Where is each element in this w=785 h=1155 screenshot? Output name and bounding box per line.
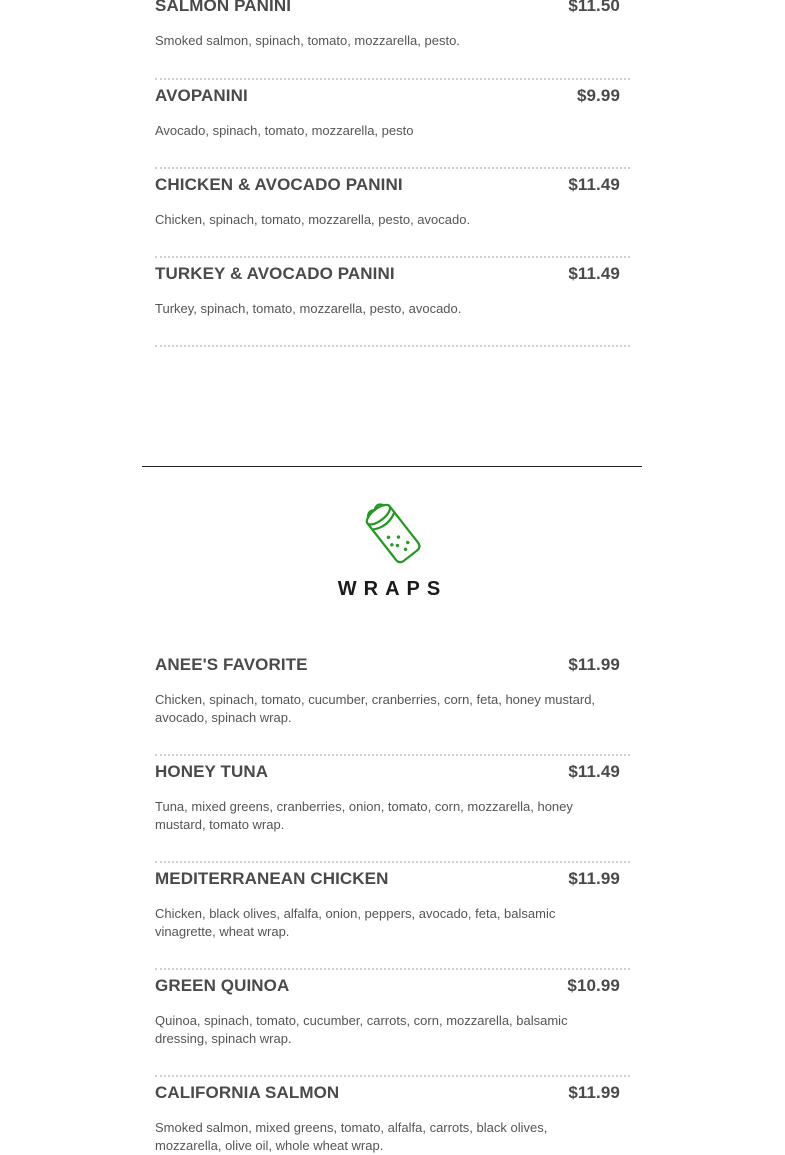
section-title: WRAPS xyxy=(337,578,448,600)
dotted-divider xyxy=(155,256,630,258)
item-price: $9.99 xyxy=(576,86,620,105)
item-price: $11.49 xyxy=(568,175,620,194)
item-name: TURKEY & AVOCADO PANINI xyxy=(155,264,395,283)
item-price: $11.49 xyxy=(568,264,620,283)
item-name: CHICKEN & AVOCADO PANINI xyxy=(155,175,403,194)
item-name: CALIFORNIA SALMON xyxy=(155,1083,340,1102)
item-description: Quinoa, spinach, tomato, cucumber, carrots, corn, mozzarella, balsamic dressing, spinach wrap. xyxy=(155,1013,568,1046)
dotted-divider xyxy=(155,167,630,169)
item-name: GREEN QUINOA xyxy=(155,976,290,995)
item-description: Turkey, spinach, tomato, mozzarella, pesto, avocado. xyxy=(155,301,462,316)
item-description: Chicken, spinach, tomato, mozzarella, pesto, avocado. xyxy=(155,212,471,227)
item-price: $11.49 xyxy=(568,762,620,781)
item-price: $11.99 xyxy=(568,1083,620,1102)
dotted-divider xyxy=(155,754,630,756)
dotted-divider xyxy=(155,345,630,347)
item-name: SALMON PANINI xyxy=(155,0,292,15)
item-price: $10.99 xyxy=(567,976,620,995)
item-price: $11.50 xyxy=(568,0,620,15)
item-description: Chicken, spinach, tomato, cucumber, cranberries, corn, feta, honey mustard, avocado, spinach wrap. xyxy=(155,692,596,725)
item-description: Avocado, spinach, tomato, mozzarella, pesto xyxy=(155,123,414,138)
section-divider xyxy=(142,466,642,467)
item-description: Smoked salmon, spinach, tomato, mozzarella, pesto. xyxy=(155,33,460,48)
item-name: AVOPANINI xyxy=(155,86,248,105)
item-name: HONEY TUNA xyxy=(155,762,269,781)
burrito-wrap-icon xyxy=(358,496,426,568)
dotted-divider xyxy=(155,78,630,80)
item-price: $11.99 xyxy=(568,655,620,674)
item-name: ANEE'S FAVORITE xyxy=(155,655,308,674)
item-description: Chicken, black olives, alfalfa, onion, peppers, avocado, feta, balsamic vinagrette, wheat wrap. xyxy=(155,906,556,939)
item-name: MEDITERRANEAN CHICKEN xyxy=(155,869,389,888)
item-description: Tuna, mixed greens, cranberries, onion, tomato, corn, mozzarella, honey mustard, tomato wrap. xyxy=(155,799,573,832)
item-price: $11.99 xyxy=(568,869,620,888)
dotted-divider xyxy=(155,861,630,863)
dotted-divider xyxy=(155,968,630,970)
item-description: Smoked salmon, mixed greens, tomato, alfalfa, carrots, black olives, mozzarella, olive oil, whole wheat wrap. xyxy=(155,1120,548,1153)
dotted-divider xyxy=(155,1075,630,1077)
